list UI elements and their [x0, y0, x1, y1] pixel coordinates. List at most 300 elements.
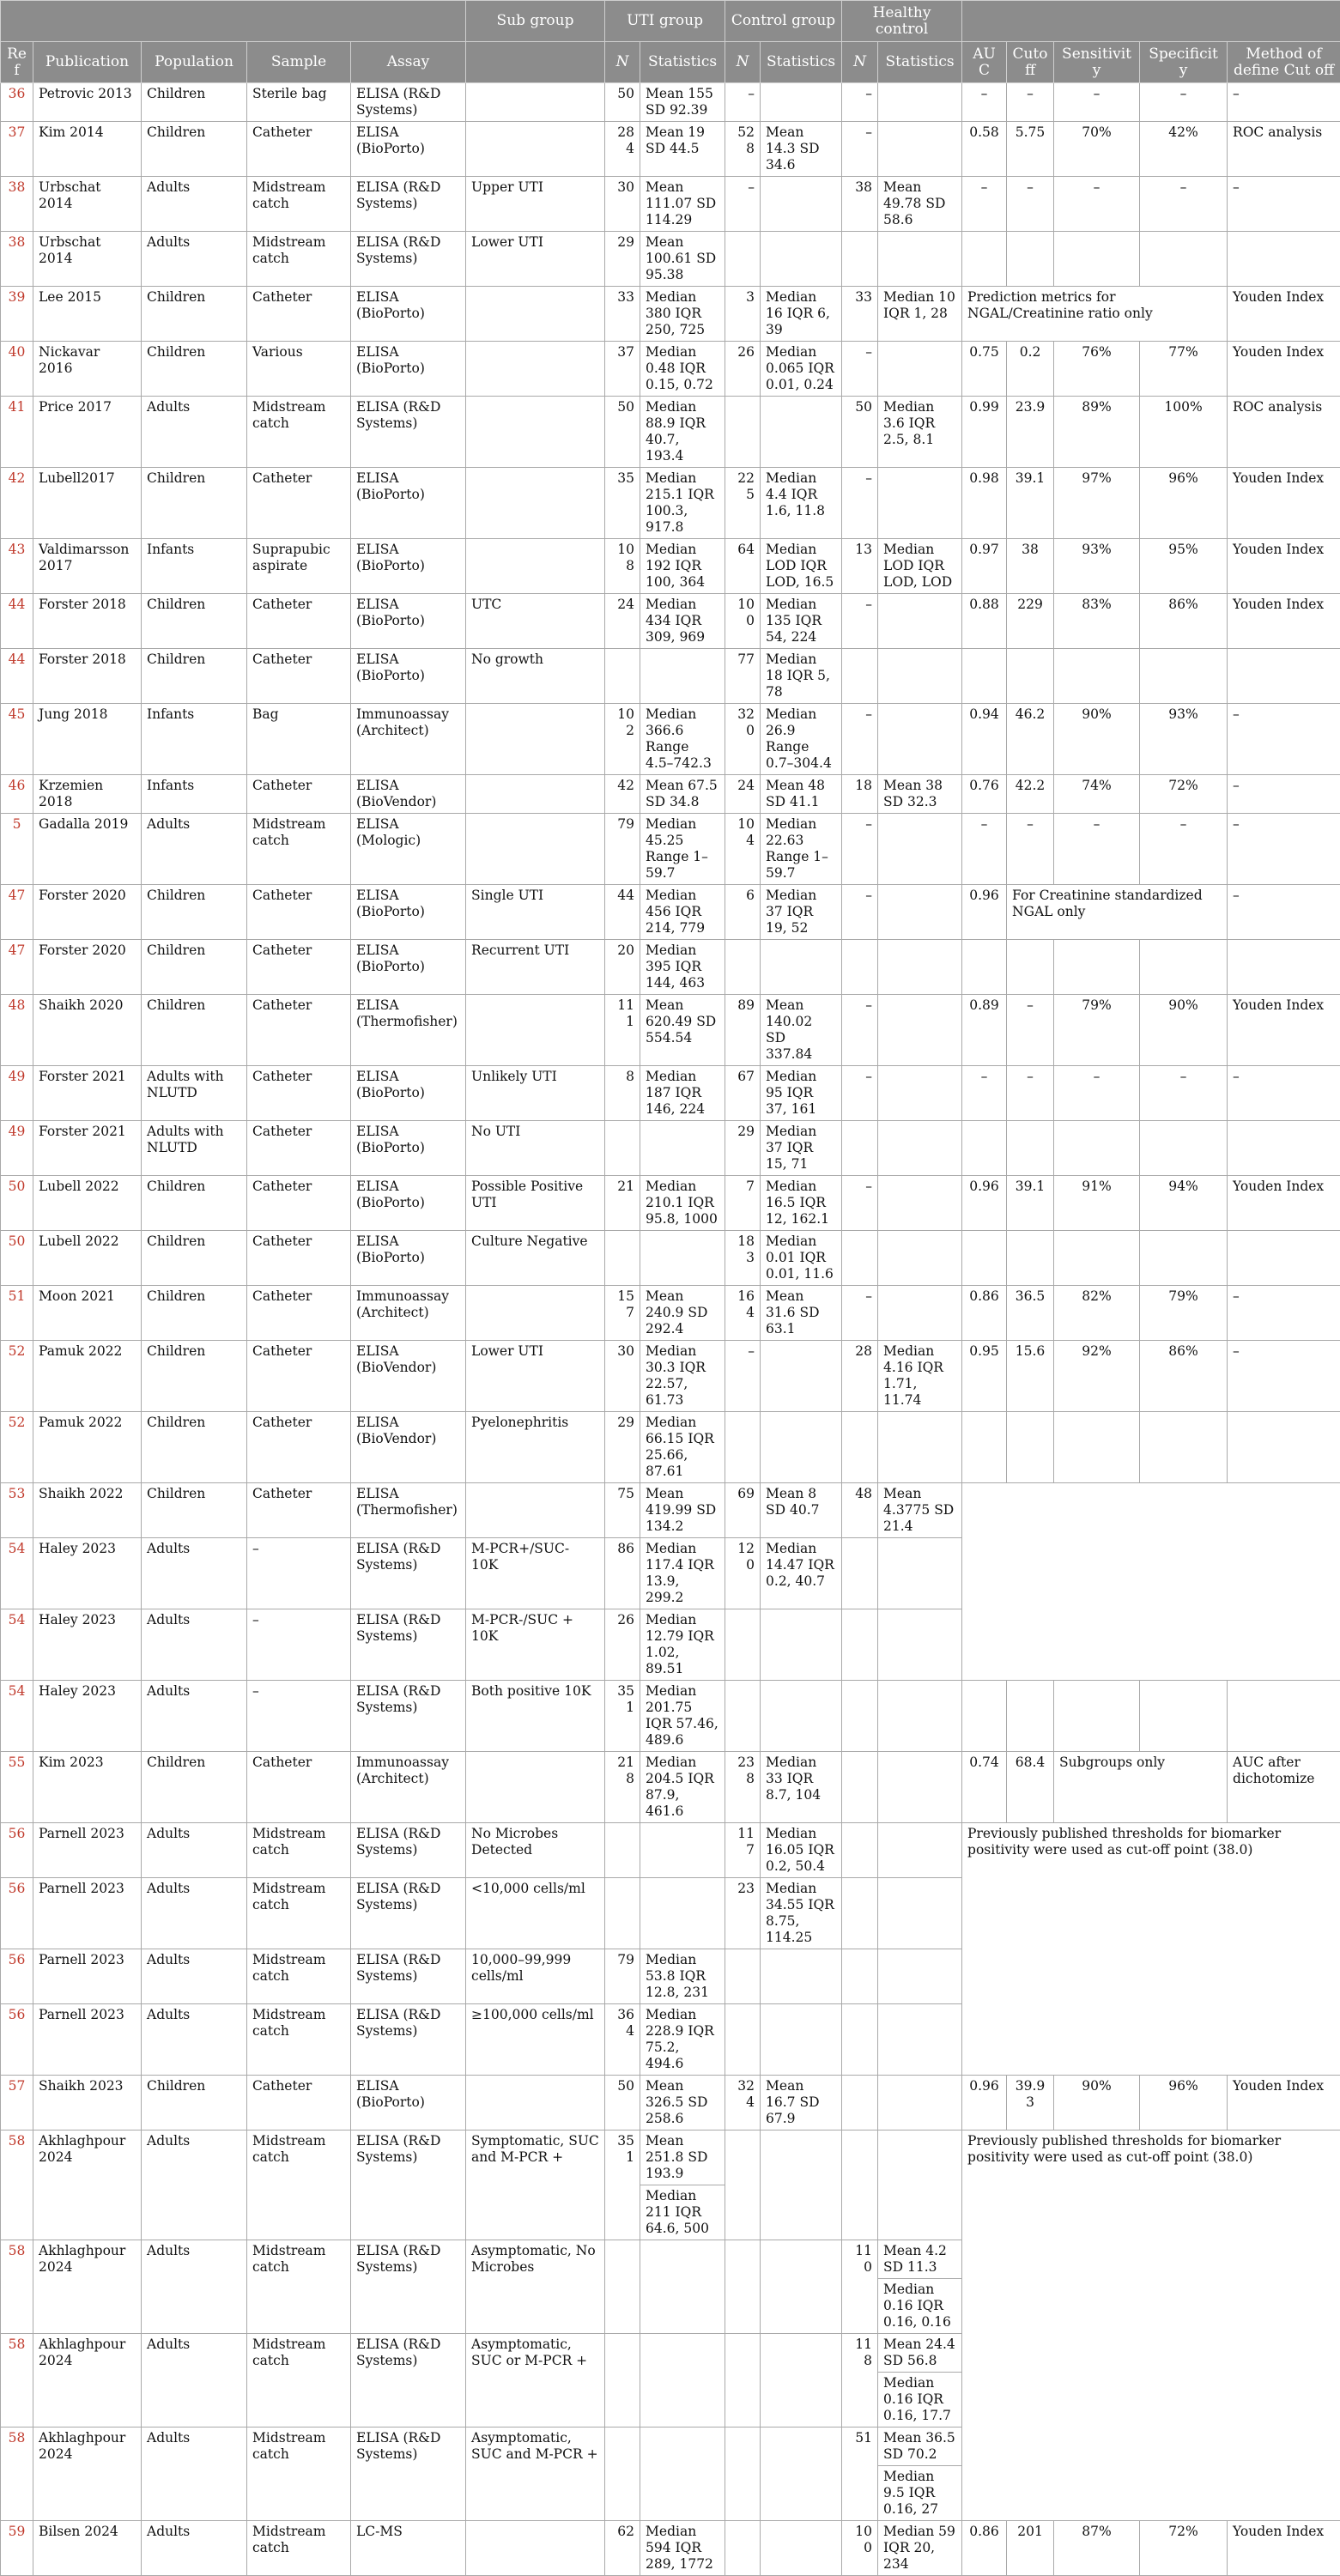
- cell-population: Children: [142, 1286, 247, 1341]
- cell-healthy-statistics: [878, 232, 962, 287]
- cell-uti-statistics: [640, 940, 725, 995]
- cell-healthy-n: [842, 1121, 878, 1176]
- cell-publication: Lubell 2022: [33, 1231, 142, 1286]
- cell-cutoff: –: [1007, 177, 1054, 232]
- cell-ref: 47: [1, 885, 33, 940]
- cell-cutoff: 46.2: [1007, 704, 1054, 775]
- cell-assay: LC-MS: [351, 2521, 466, 2576]
- cell-uti-n: 111: [605, 995, 640, 1066]
- header-subgroup: Sub group: [466, 1, 605, 42]
- cell-ref: 55: [1, 1752, 33, 1823]
- cell-control-statistics: Median 16.5 IQR 12, 162.1: [761, 1176, 842, 1231]
- cell-uti-statistics-secondary: Median 211 IQR 64.6, 500: [640, 2185, 725, 2240]
- cell-auc: [962, 649, 1007, 704]
- cell-control-n: [725, 1681, 761, 1752]
- cell-uti-statistics-primary: Mean 240.9 SD 292.4: [640, 1286, 725, 1340]
- cell-ref: 56: [1, 2004, 33, 2076]
- cell-uti-statistics: [640, 1609, 725, 1681]
- cell-ref: 56: [1, 1949, 33, 2004]
- cell-control-n: 183: [725, 1231, 761, 1286]
- cell-sample: Sterile bag: [247, 83, 351, 122]
- table-row: [1, 539, 1340, 594]
- cell-cutoff: 201: [1007, 2521, 1054, 2576]
- cell-sample: Catheter: [247, 1286, 351, 1341]
- cell-method: –: [1228, 1341, 1340, 1412]
- cell-healthy-statistics: [878, 2004, 962, 2076]
- cell-assay: ELISA (BioPorto): [351, 342, 466, 397]
- cell-healthy-n: [842, 1752, 878, 1823]
- cell-method: –: [1228, 177, 1340, 232]
- cell-assay: ELISA (R&D Systems): [351, 1878, 466, 1949]
- cell-control-n: 225: [725, 468, 761, 539]
- cell-control-statistics: Median 14.47 IQR 0.2, 40.7: [761, 1538, 842, 1609]
- cell-publication: Shaikh 2022: [33, 1483, 142, 1538]
- cell-sample: Catheter: [247, 1412, 351, 1483]
- cell-assay: ELISA (R&D Systems): [351, 1538, 466, 1609]
- cell-control-statistics: [761, 1341, 842, 1412]
- cell-healthy-statistics-primary: [878, 1823, 961, 1828]
- cell-control-n: –: [725, 83, 761, 122]
- cell-uti-n: 50: [605, 397, 640, 468]
- cell-healthy-n: [842, 1878, 878, 1949]
- cell-ref: 37: [1, 122, 33, 177]
- cell-auc: 0.96: [962, 2076, 1007, 2131]
- cell-assay: ELISA (Mologic): [351, 814, 466, 885]
- cell-specificity: 72%: [1140, 775, 1228, 814]
- cell-specificity: –: [1140, 83, 1228, 122]
- cell-sensitivity: 82%: [1054, 1286, 1140, 1341]
- cell-assay: ELISA (R&D Systems): [351, 2131, 466, 2240]
- cell-uti-n: 351: [605, 2131, 640, 2240]
- cell-healthy-statistics-primary: [878, 995, 961, 1000]
- cell-healthy-statistics-primary: [878, 1412, 961, 1417]
- cell-uti-statistics-primary: Median 201.75 IQR 57.46, 489.6: [640, 1681, 725, 1751]
- cell-sample: Catheter: [247, 468, 351, 539]
- table-row: [1, 814, 1340, 885]
- cell-control-n: –: [725, 177, 761, 232]
- cell-healthy-n: 51: [842, 2428, 878, 2521]
- cell-subgroup: [466, 775, 605, 814]
- cell-control-n: 6: [725, 885, 761, 940]
- cell-sample: Catheter: [247, 2076, 351, 2131]
- table-row: [1, 1681, 1340, 1752]
- header-row-columns: [1, 42, 1340, 83]
- cell-publication: Haley 2023: [33, 1538, 142, 1609]
- cell-sensitivity: [1054, 1231, 1140, 1286]
- cell-healthy-statistics: [878, 2240, 962, 2334]
- cell-auc: 0.98: [962, 468, 1007, 539]
- cell-control-n: 100: [725, 594, 761, 649]
- cell-ref: 44: [1, 649, 33, 704]
- cell-uti-statistics: [640, 177, 725, 232]
- cell-auc: 0.75: [962, 342, 1007, 397]
- header-healthy-control: Healthy control: [842, 1, 962, 42]
- cell-sample: Midstream catch: [247, 1823, 351, 1878]
- cell-control-statistics: Median 26.9 Range 0.7–304.4: [761, 704, 842, 775]
- cell-uti-statistics-primary: [640, 649, 725, 654]
- cell-sensitivity: 91%: [1054, 1176, 1140, 1231]
- cell-assay: ELISA (R&D Systems): [351, 1949, 466, 2004]
- cell-healthy-n: 48: [842, 1483, 878, 1538]
- cell-healthy-statistics: [878, 342, 962, 397]
- cell-healthy-n: –: [842, 594, 878, 649]
- header-col-sensitivity: Sensitivity: [1054, 42, 1140, 83]
- cell-subgroup: Unlikely UTI: [466, 1066, 605, 1121]
- cell-healthy-statistics-primary: Median 3.6 IQR 2.5, 8.1: [878, 397, 961, 451]
- cell-healthy-statistics-primary: [878, 1231, 961, 1236]
- table-row: [1, 594, 1340, 649]
- table-row: [1, 468, 1340, 539]
- cell-sample: Midstream catch: [247, 2521, 351, 2576]
- cell-auc: [962, 940, 1007, 995]
- cell-population: Children: [142, 468, 247, 539]
- cell-specificity: [1140, 940, 1228, 995]
- table-row: [1, 775, 1340, 814]
- cell-control-n: 23: [725, 1878, 761, 1949]
- cell-publication: Forster 2020: [33, 940, 142, 995]
- cell-uti-statistics-primary: Median 117.4 IQR 13.9, 299.2: [640, 1538, 725, 1609]
- cell-cutoff: 36.5: [1007, 1286, 1054, 1341]
- cell-cutoff: –: [1007, 995, 1054, 1066]
- cell-control-statistics: Median 33 IQR 8.7, 104: [761, 1752, 842, 1823]
- header-col-auc: AUC: [962, 42, 1007, 83]
- cell-cutoff: 39.1: [1007, 1176, 1054, 1231]
- cell-control-n: [725, 2131, 761, 2240]
- cell-subgroup: M-PCR-/SUC + 10K: [466, 1609, 605, 1681]
- cell-healthy-statistics-primary: [878, 1538, 961, 1543]
- cell-publication: Forster 2018: [33, 649, 142, 704]
- cell-auc: 0.95: [962, 1341, 1007, 1412]
- cell-specificity: 100%: [1140, 397, 1228, 468]
- cell-healthy-n: [842, 1609, 878, 1681]
- cell-subgroup: Asymptomatic, SUC and M-PCR +: [466, 2428, 605, 2521]
- cell-healthy-n: –: [842, 885, 878, 940]
- cell-healthy-statistics-primary: [878, 1609, 961, 1615]
- cell-assay: ELISA (R&D Systems): [351, 2240, 466, 2334]
- cell-auc: 0.74: [962, 1752, 1007, 1823]
- cell-uti-n: 50: [605, 83, 640, 122]
- cell-uti-statistics-primary: [640, 1121, 725, 1126]
- cell-subgroup: [466, 1483, 605, 1538]
- cell-control-statistics: Median 95 IQR 37, 161: [761, 1066, 842, 1121]
- table-row: [1, 83, 1340, 122]
- cell-healthy-n: 18: [842, 775, 878, 814]
- cell-specificity: 79%: [1140, 1286, 1228, 1341]
- cell-healthy-statistics: [878, 1752, 962, 1823]
- cell-assay: ELISA (BioVendor): [351, 1412, 466, 1483]
- cell-sample: Midstream catch: [247, 177, 351, 232]
- cell-auc: 0.86: [962, 1286, 1007, 1341]
- cell-sample: Midstream catch: [247, 2131, 351, 2240]
- cell-assay: ELISA (R&D Systems): [351, 1823, 466, 1878]
- cell-population: Adults: [142, 1609, 247, 1681]
- cell-uti-statistics-primary: Median 66.15 IQR 25.66, 87.61: [640, 1412, 725, 1482]
- cell-specificity: [1140, 232, 1228, 287]
- cell-population: Adults: [142, 1681, 247, 1752]
- cell-method: [1228, 1121, 1340, 1176]
- cell-healthy-statistics-primary: [878, 1121, 961, 1126]
- cell-ref: 38: [1, 232, 33, 287]
- cell-control-statistics: Mean 8 SD 40.7: [761, 1483, 842, 1538]
- cell-method: [1228, 232, 1340, 287]
- cell-publication: Shaikh 2020: [33, 995, 142, 1066]
- cell-healthy-statistics: [878, 1231, 962, 1286]
- cell-uti-n: [605, 1231, 640, 1286]
- cell-control-n: 64: [725, 539, 761, 594]
- table-row: [1, 1066, 1340, 1121]
- cell-assay: ELISA (BioPorto): [351, 885, 466, 940]
- cell-uti-statistics: [640, 397, 725, 468]
- cell-uti-n: 157: [605, 1286, 640, 1341]
- cell-population: Children: [142, 83, 247, 122]
- cell-healthy-statistics-primary: [878, 232, 961, 237]
- cell-method: –: [1228, 775, 1340, 814]
- cell-assay: ELISA (R&D Systems): [351, 2334, 466, 2428]
- cell-control-statistics: [761, 397, 842, 468]
- cell-assay: Immunoassay (Architect): [351, 704, 466, 775]
- cell-healthy-n: –: [842, 122, 878, 177]
- cell-subgroup: Pyelonephritis: [466, 1412, 605, 1483]
- cell-uti-n: 33: [605, 287, 640, 342]
- cell-cutoff: 39.93: [1007, 2076, 1054, 2131]
- cell-publication: Urbschat 2014: [33, 232, 142, 287]
- cell-healthy-statistics-primary: Median LOD IQR LOD, LOD: [878, 539, 961, 593]
- cell-subgroup: Asymptomatic, SUC or M-PCR +: [466, 2334, 605, 2428]
- cell-control-statistics: Median 37 IQR 19, 52: [761, 885, 842, 940]
- cell-cutoff: 42.2: [1007, 775, 1054, 814]
- cell-uti-n: 75: [605, 1483, 640, 1538]
- cell-assay: ELISA (R&D Systems): [351, 397, 466, 468]
- cell-healthy-n: 38: [842, 177, 878, 232]
- cell-sample: Bag: [247, 704, 351, 775]
- cell-control-statistics: Median 22.63 Range 1–59.7: [761, 814, 842, 885]
- cell-healthy-statistics-primary: Mean 38 SD 32.3: [878, 775, 961, 813]
- cell-publication: Nickavar 2016: [33, 342, 142, 397]
- cell-subgroup: Culture Negative: [466, 1231, 605, 1286]
- cell-uti-n: 26: [605, 1609, 640, 1681]
- cell-specificity: [1140, 649, 1228, 704]
- cell-sensitivity: [1054, 649, 1140, 704]
- table-row: [1, 1286, 1340, 1341]
- cell-publication: Jung 2018: [33, 704, 142, 775]
- cell-subgroup: Upper UTI: [466, 177, 605, 232]
- cell-healthy-n: [842, 2131, 878, 2240]
- cell-subgroup: [466, 2521, 605, 2576]
- cell-uti-n: [605, 649, 640, 704]
- cell-sensitivity: –: [1054, 814, 1140, 885]
- cell-uti-n: [605, 1823, 640, 1878]
- table-row: [1, 177, 1340, 232]
- cell-control-statistics: [761, 1412, 842, 1483]
- cell-healthy-n: –: [842, 468, 878, 539]
- cell-population: Children: [142, 885, 247, 940]
- cell-subgroup: [466, 539, 605, 594]
- cell-assay: ELISA (R&D Systems): [351, 1681, 466, 1752]
- cell-uti-n: 351: [605, 1681, 640, 1752]
- cell-control-statistics: Median 4.4 IQR 1.6, 11.8: [761, 468, 842, 539]
- cell-sample: Midstream catch: [247, 2334, 351, 2428]
- cell-assay: Immunoassay (Architect): [351, 1286, 466, 1341]
- cell-sample: Catheter: [247, 1483, 351, 1538]
- cell-sample: Catheter: [247, 122, 351, 177]
- cell-uti-statistics-primary: Median 0.48 IQR 0.15, 0.72: [640, 342, 725, 396]
- cell-healthy-n: [842, 1823, 878, 1878]
- cell-sample: Catheter: [247, 1231, 351, 1286]
- cell-publication: Parnell 2023: [33, 1949, 142, 2004]
- cell-publication: Gadalla 2019: [33, 814, 142, 885]
- cell-healthy-statistics-primary: [878, 122, 961, 127]
- cell-method: –: [1228, 1066, 1340, 1121]
- table-row: [1, 995, 1340, 1066]
- cell-healthy-statistics: [878, 287, 962, 342]
- cell-uti-statistics: [640, 342, 725, 397]
- cell-control-n: 117: [725, 1823, 761, 1878]
- cell-sensitivity: 74%: [1054, 775, 1140, 814]
- cell-control-n: 164: [725, 1286, 761, 1341]
- cell-sensitivity: [1054, 940, 1140, 995]
- cell-method: –: [1228, 1286, 1340, 1341]
- cell-subgroup: [466, 342, 605, 397]
- cell-uti-statistics: [640, 814, 725, 885]
- cell-population: Children: [142, 287, 247, 342]
- cell-auc: 0.86: [962, 2521, 1007, 2576]
- cell-uti-statistics: [640, 885, 725, 940]
- cell-cutoff: [1007, 1681, 1054, 1752]
- cell-healthy-statistics: [878, 468, 962, 539]
- cell-control-n: [725, 2004, 761, 2076]
- cell-method: Youden Index: [1228, 468, 1340, 539]
- cell-uti-statistics-primary: [640, 1823, 725, 1828]
- cell-control-n: 67: [725, 1066, 761, 1121]
- cell-sample: Suprapubic aspirate: [247, 539, 351, 594]
- cell-cutoff: 23.9: [1007, 397, 1054, 468]
- cell-healthy-n: [842, 232, 878, 287]
- cell-assay: ELISA (R&D Systems): [351, 83, 466, 122]
- cell-subgroup: ≥100,000 cells/ml: [466, 2004, 605, 2076]
- cell-specificity: [1140, 1231, 1228, 1286]
- cell-control-n: 29: [725, 1121, 761, 1176]
- cell-note: Subgroups only: [1054, 1752, 1228, 1823]
- cell-sample: Midstream catch: [247, 2240, 351, 2334]
- cell-population: Adults: [142, 2428, 247, 2521]
- cell-control-n: 69: [725, 1483, 761, 1538]
- cell-publication: Pamuk 2022: [33, 1412, 142, 1483]
- cell-method: AUC after dichotomize: [1228, 1752, 1340, 1823]
- cell-method: Youden Index: [1228, 1176, 1340, 1231]
- cell-population: Adults: [142, 2334, 247, 2428]
- table-row: [1, 232, 1340, 287]
- cell-healthy-n: –: [842, 704, 878, 775]
- cell-uti-n: [605, 2334, 640, 2428]
- cell-healthy-statistics: [878, 1066, 962, 1121]
- header-col-healthy-n: N: [842, 42, 878, 83]
- header-col-uti-n: N: [605, 42, 640, 83]
- cell-method: [1228, 1412, 1340, 1483]
- cell-sample: Catheter: [247, 995, 351, 1066]
- cell-uti-statistics: [640, 1949, 725, 2004]
- cell-publication: Lubell2017: [33, 468, 142, 539]
- cell-method: Youden Index: [1228, 2076, 1340, 2131]
- cell-healthy-statistics: [878, 1878, 962, 1949]
- cell-uti-statistics: [640, 594, 725, 649]
- cell-uti-statistics: [640, 649, 725, 704]
- cell-control-n: 7: [725, 1176, 761, 1231]
- cell-method: [1228, 1231, 1340, 1286]
- cell-healthy-statistics: [878, 2131, 962, 2240]
- cell-population: Children: [142, 1341, 247, 1412]
- cell-publication: Forster 2021: [33, 1066, 142, 1121]
- cell-population: Adults with NLUTD: [142, 1066, 247, 1121]
- cell-assay: ELISA (BioVendor): [351, 1341, 466, 1412]
- cell-population: Adults: [142, 2131, 247, 2240]
- cell-publication: Parnell 2023: [33, 2004, 142, 2076]
- cell-assay: ELISA (R&D Systems): [351, 177, 466, 232]
- cell-population: Adults: [142, 814, 247, 885]
- cell-healthy-statistics: [878, 539, 962, 594]
- cell-control-statistics: [761, 2240, 842, 2334]
- cell-population: Adults: [142, 1823, 247, 1878]
- cell-uti-statistics-primary: [640, 2240, 725, 2246]
- cell-publication: Parnell 2023: [33, 1878, 142, 1949]
- cell-auc: [962, 1231, 1007, 1286]
- cell-healthy-n: 118: [842, 2334, 878, 2428]
- cell-specificity: [1140, 1681, 1228, 1752]
- cell-publication: Lee 2015: [33, 287, 142, 342]
- cell-healthy-n: 28: [842, 1341, 878, 1412]
- cell-healthy-statistics: [878, 1681, 962, 1752]
- cell-uti-n: 30: [605, 177, 640, 232]
- cell-uti-statistics-primary: Mean 620.49 SD 554.54: [640, 995, 725, 1049]
- table-row: [1, 940, 1340, 995]
- cell-subgroup: Lower UTI: [466, 232, 605, 287]
- cell-healthy-n: –: [842, 1066, 878, 1121]
- cell-ref: 45: [1, 704, 33, 775]
- cell-sample: –: [247, 1609, 351, 1681]
- table-row: [1, 1483, 1340, 1538]
- cell-ref: 54: [1, 1681, 33, 1752]
- cell-control-statistics: Mean 48 SD 41.1: [761, 775, 842, 814]
- cell-subgroup: [466, 1286, 605, 1341]
- cell-ref: 43: [1, 539, 33, 594]
- cell-ref: 46: [1, 775, 33, 814]
- cell-subgroup: [466, 995, 605, 1066]
- cell-ref: 36: [1, 83, 33, 122]
- cell-population: Children: [142, 342, 247, 397]
- table-row: [1, 1752, 1340, 1823]
- cell-healthy-statistics-primary: [878, 2004, 961, 2009]
- cell-method: ROC analysis: [1228, 397, 1340, 468]
- cell-specificity: 72%: [1140, 2521, 1228, 2576]
- cell-control-statistics: [761, 2004, 842, 2076]
- cell-auc: 0.89: [962, 995, 1007, 1066]
- table-row: [1, 1176, 1340, 1231]
- cell-method: Youden Index: [1228, 287, 1340, 342]
- cell-uti-n: 284: [605, 122, 640, 177]
- cell-sample: Midstream catch: [247, 232, 351, 287]
- cell-note: For Creatinine standardized NGAL only: [1007, 885, 1228, 940]
- cell-note: Prediction metrics for NGAL/Creatinine ratio only: [962, 287, 1228, 342]
- cell-control-n: [725, 2334, 761, 2428]
- cell-healthy-statistics-secondary: Median 9.5 IQR 0.16, 27: [878, 2465, 961, 2520]
- table-row: [1, 1823, 1340, 1878]
- cell-population: Adults: [142, 232, 247, 287]
- cell-uti-statistics: [640, 2076, 725, 2131]
- cell-subgroup: Possible Positive UTI: [466, 1176, 605, 1231]
- cell-healthy-statistics-primary: [878, 83, 961, 88]
- cell-uti-n: 79: [605, 1949, 640, 2004]
- cell-healthy-statistics: [878, 1121, 962, 1176]
- cell-healthy-statistics-primary: Mean 36.5 SD 70.2: [878, 2428, 961, 2465]
